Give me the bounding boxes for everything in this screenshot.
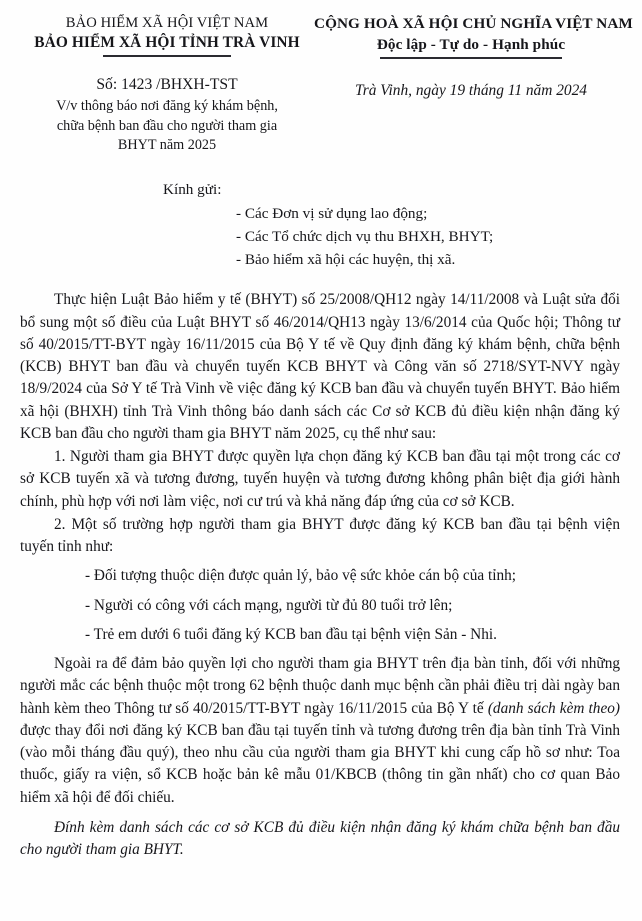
national-title: CỘNG HOÀ XÃ HỘI CHỦ NGHĨA VIỆT NAM [314, 15, 633, 32]
list-item: - Các Đơn vị sử dụng lao động; [236, 205, 428, 222]
organization-provincial-name-text: BẢO HIỂM XÃ HỘI TỈNH TRÀ VINH [34, 33, 300, 51]
document-subject-line-3: BHYT năm 2025 [117, 136, 217, 153]
national-motto-text: Độc lập - Tự do - Hạnh phúc [376, 35, 566, 53]
recipients-label: Kính gửi: [163, 181, 222, 199]
national-motto [377, 35, 565, 55]
national-heading-block [314, 14, 633, 100]
document-number: Số: 1423 /BHXH-TST [96, 75, 238, 93]
recipients-block [0, 179, 642, 271]
recipients-list [163, 202, 642, 271]
paragraph-additional-part-1: Ngoài ra để đảm bảo quyền lợi cho người tham gia BHYT trên địa bàn tỉnh, đối với những người mắc các bệnh thuộc một trong 62 bệnh thuộc danh mục bệnh cần phải điều trị dài ngày ban hành kèm theo Thông tư số 40/2015/TT-BYT ngày 16/11/2015 của Bộ Y tế [20, 655, 620, 717]
document-subject-line-1: V/v thông báo nơi đăng ký khám bệnh, [56, 98, 278, 115]
paragraph-intro: Thực hiện Luật Bảo hiểm y tế (BHYT) số 25/2008/QH12 ngày 14/11/2008 và Luật sửa đổi bổ sung một số điều của Luật BHYT số 46/2014/QH13 ngày 13/6/2014 của Quốc hội; Thông tư số 40/2015/TT-BYT ngày 16/11/2015 của Bộ Y tế về Quy định đăng ký khám bệnh, chữa bệnh (KCB) BHYT ban đầu và chuyển tuyến KCB BHYT và Công văn số 2718/SYT-NVY ngày 18/9/2024 của Sở Y tế Trà Vinh về việc đăng ký KCB ban đầu và chuyển tuyến BHYT. Bảo hiểm xã hội (BHXH) tỉnh Trà Vinh thông báo danh sách các Cơ sở KCB đủ điều kiện nhận đăng ký KCB ban đầu cho người tham gia BHYT năm 2025, cụ thể như sau: [20, 291, 620, 442]
bullet-item: - Trẻ em dưới 6 tuổi đăng ký KCB ban đầu tại bệnh viện Sản - Nhi. [85, 625, 497, 643]
list-item: - Bảo hiểm xã hội các huyện, thị xã. [236, 251, 456, 269]
national-motto-underline-rule [380, 57, 562, 58]
paragraph-additional-part-2: được thay đổi nơi đăng ký KCB ban đầu tại tuyến tỉnh và tương đương trên địa bàn tỉnh Trà Vinh (vào mỗi tháng đầu quý), theo nhu cầu của người tham gia BHYT khi cung cấp hồ sơ như: Toa thuốc, giấy ra viện, sổ KCB hoặc bản kê mẫu 01/KBCB (thông tin gần nhất) cho cơ quan Bảo hiểm xã hội để đối chiếu. [20, 721, 620, 806]
bullet-item: - Người có công với cách mạng, người từ đủ 80 tuổi trở lên; [85, 596, 453, 614]
paragraph-additional-attachment-note: (danh sách kèm theo) [487, 699, 620, 717]
document-subject [20, 97, 314, 155]
bullet-item: - Đối tượng thuộc diện được quản lý, bảo vệ sức khỏe cán bộ của tỉnh; [85, 567, 517, 585]
paragraph-additional [20, 653, 620, 809]
paragraph-closing: Đính kèm danh sách các cơ sở KCB đủ điều kiện nhận đăng ký khám chữa bệnh ban đầu cho người tham gia BHYT. [20, 818, 620, 859]
document-body [0, 289, 642, 861]
issuing-authority-block [14, 14, 314, 155]
paragraph-item-1: 1. Người tham gia BHYT được quyền lựa chọn đăng ký KCB ban đầu tại một trong các cơ sở KCB tuyến xã và tương đương, tuyến huyện và tương đương không phân biệt địa giới hành chính, phù hợp với nơi làm việc, nơi cư trú và khả năng đáp ứng của cơ sở KCB. [20, 448, 620, 510]
place-and-date: Trà Vinh, ngày 19 tháng 11 năm 2024 [355, 81, 587, 99]
document-header [0, 0, 642, 155]
document-subject-line-2: chữa bệnh ban đầu cho người tham gia [56, 117, 278, 134]
organization-national-name: BẢO HIỂM XÃ HỘI VIỆT NAM [65, 15, 269, 31]
organization-underline-rule [103, 55, 231, 56]
organization-provincial-name [34, 33, 299, 53]
paragraph-item-2: 2. Một số trường hợp người tham gia BHYT được đăng ký KCB ban đầu tại bệnh viện tuyến tỉnh như: [20, 515, 620, 556]
list-item: - Các Tổ chức dịch vụ thu BHXH, BHYT; [236, 228, 494, 246]
